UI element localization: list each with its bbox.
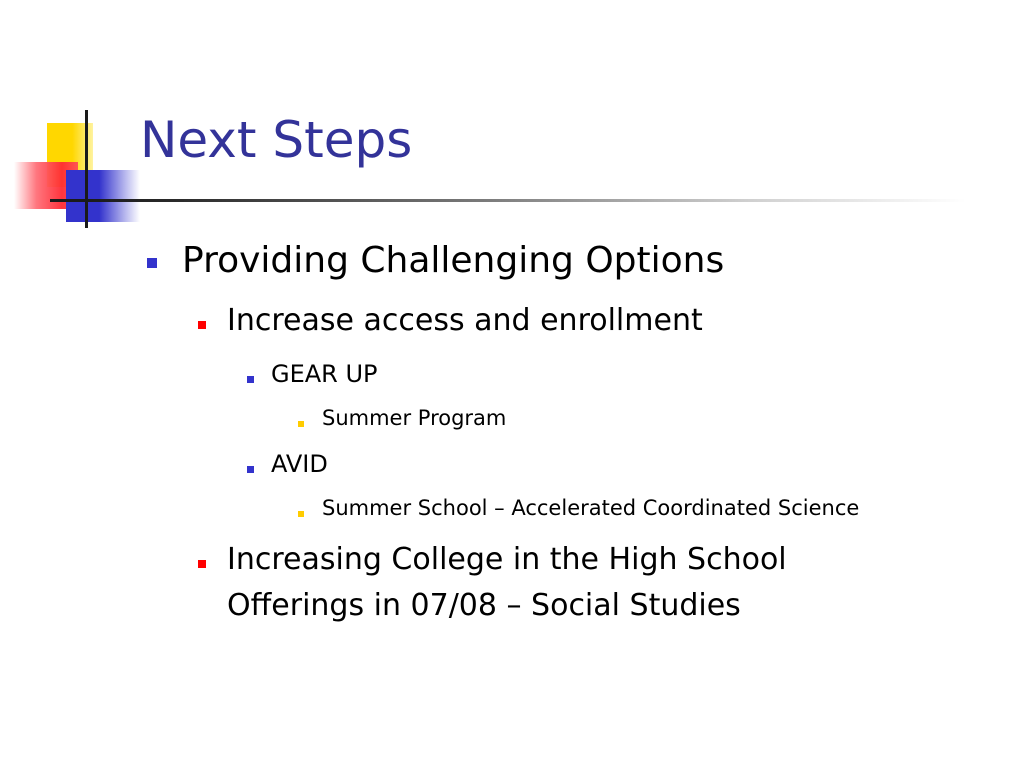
bullet-level2-item-line1: Increasing College in the High School <box>227 542 787 577</box>
bullet-marker-level4 <box>298 421 304 427</box>
bullet-marker-level1 <box>147 258 157 268</box>
bullet-level4-item: Summer School – Accelerated Coordinated Science <box>322 496 860 520</box>
logo-vertical-line <box>85 110 88 228</box>
bullet-marker-level4 <box>298 511 304 517</box>
logo-blue-square <box>66 170 140 222</box>
bullet-marker-level2 <box>198 560 206 568</box>
bullet-level1-item: Providing Challenging Options <box>182 240 725 281</box>
title-underline <box>86 199 966 202</box>
bullet-level3-item: GEAR UP <box>271 360 378 388</box>
slide-title: Next Steps <box>140 111 413 169</box>
bullet-level4-item: Summer Program <box>322 406 507 430</box>
bullet-marker-level3 <box>247 466 254 473</box>
bullet-marker-level2 <box>198 321 206 329</box>
bullet-level2-item-line2: Offerings in 07/08 – Social Studies <box>227 588 741 623</box>
bullet-marker-level3 <box>247 376 254 383</box>
bullet-level3-item: AVID <box>271 450 328 478</box>
bullet-level2-item: Increase access and enrollment <box>227 303 703 338</box>
